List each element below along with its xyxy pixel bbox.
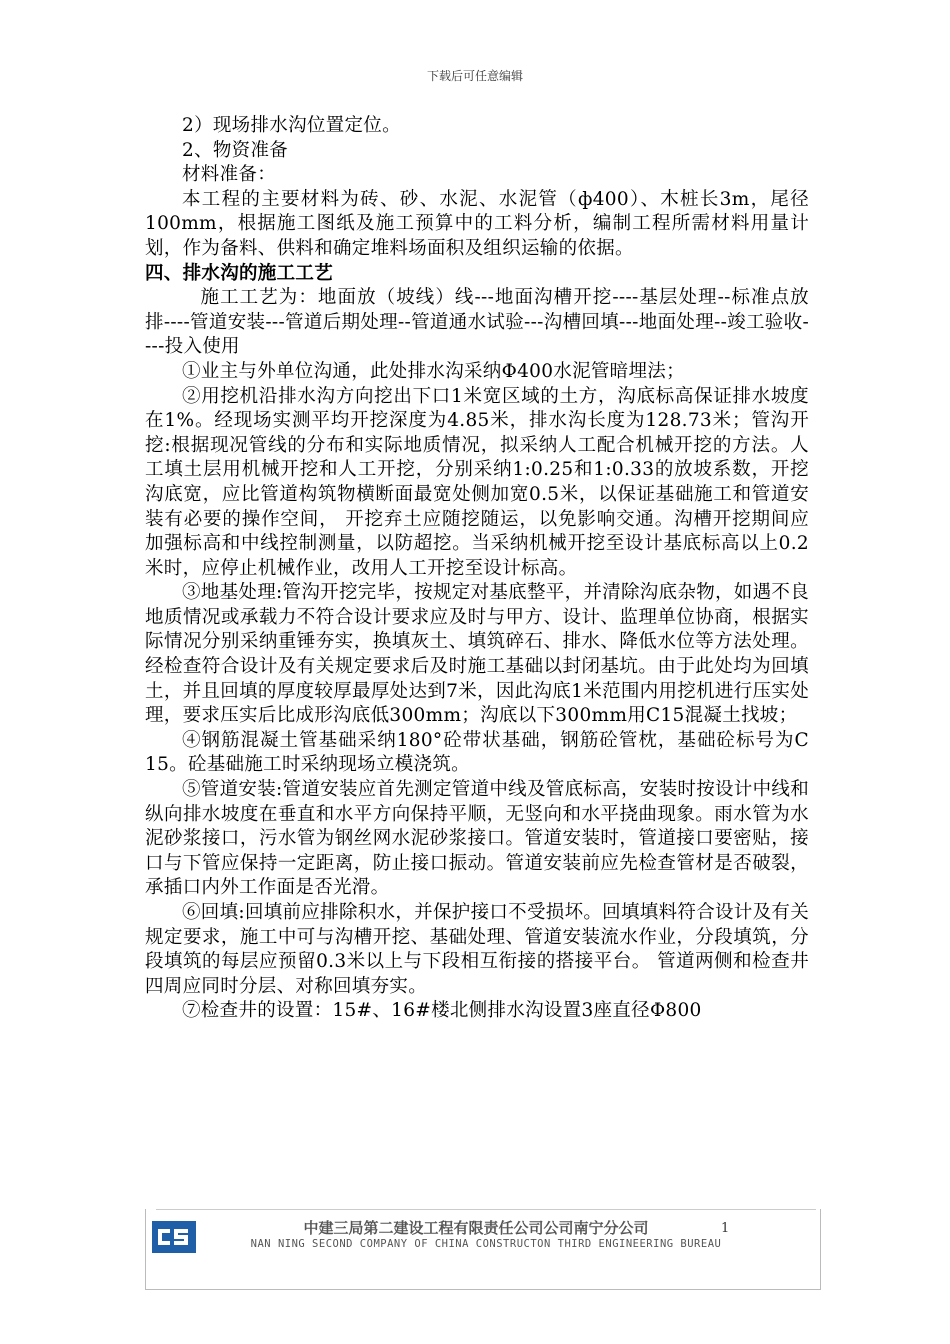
paragraph: ⑤管道安装:管道安装应首先测定管道中线及管底标高，安装时按设计中线和纵向排水坡度在垂直和水平方向保持平顺，无竖向和水平挠曲现象。雨水管为水泥砂浆接口，污水管为钢丝网水泥砂浆接口。管道安装时，管道接口要密贴，接口与下管应保持一定距离，防止接口振动。管道安装前应先检查管材是否破裂，承插口内外工作面是否光滑。 xyxy=(145,779,809,899)
paragraph: ②用挖机沿排水沟方向挖出下口1米宽区域的土方，沟底标高保证排水坡度在1%。经现场实测平均开挖深度为4.85米，排水沟长度为128.73米；管沟开挖:根据现况管线的分布和实际地质情况，拟采纳人工配合机械开挖的方法。人工填土层用机械开挖和人工开挖，分别采纳1:0.25和1:0.33的放坡系数，开挖沟底宽，应比管道构筑物横断面最宽处侧加宽0.5米，以保证基础施工和管道安装有必要的操作空间， 开挖弃土应随挖随运，以免影响交通。沟槽开挖期间应加强标高和中线控制测量，以防超挖。当采纳机械开挖至设计基底标高以上0.2米时，应停止机械作业，改用人工开挖至设计标高。 xyxy=(145,385,809,579)
company-name-cn: 中建三局第二建设工程有限责任公司公司南宁分公司 xyxy=(303,1219,649,1237)
paragraph: ⑥回填:回填前应排除积水，并保护接口不受损坏。回填填料符合设计及有关规定要求，施工中可与沟槽开挖、基础处理、管道安装流水作业，分段填筑，分段填筑的每层应预留0.3米以上与下段相互衔接的搭接平台。 管道两侧和检查井四周应同时分层、对称回填夯实。 xyxy=(145,902,809,997)
cscec-logo-icon xyxy=(150,1217,198,1257)
paragraph: ①业主与外单位沟通，此处排水沟采纳Φ400水泥管暗埋法； xyxy=(182,360,685,382)
company-name-en: NAN NING SECOND COMPANY OF CHINA CONSTRUCTON THIRD ENGINEERING BUREAU xyxy=(250,1238,722,1250)
paragraph: 2）现场排水沟位置定位。 xyxy=(182,115,401,136)
paragraph: 施工工艺为：地面放（坡线）线---地面沟槽开挖----基层处理--标准点放排----管道安装---管道后期处理--管道通水试验---沟槽回填---地面处理--竣工验收----投入使用 xyxy=(145,287,809,358)
page-footer xyxy=(145,1209,821,1290)
page-number: 1 xyxy=(721,1221,730,1236)
paragraph: 材料准备： xyxy=(182,164,277,186)
paragraph: ⑦检查井的设置：15#、16#楼北侧排水沟设置3座直径Φ800 xyxy=(182,1000,702,1022)
paragraph: ③地基处理:管沟开挖完毕，按规定对基底整平，并清除沟底杂物，如遇不良地质情况或承载力不符合设计要求应及时与甲方、设计、监理单位协商，根据实际情况分别采纳重锤夯实，换填灰土、填筑碎石、排水、降低水位等方法处理。经检查符合设计及有关规定要求后及时施工基础以封闭基坑。由于此处均为回填土，并且回填的厚度较厚最厚处达到7米，因此沟底1米范围内用挖机进行压实处理，要求压实后比成形沟底低300mm；沟底以下300mm用C15混凝土找坡； xyxy=(145,582,809,727)
header-note: 下载后可任意编辑 xyxy=(426,69,523,83)
paragraph: 本工程的主要材料为砖、砂、水泥、水泥管（ф400）、木桩长3m，尾径100mm，根据施工图纸及施工预算中的工料分析，编制工程所需材料用量计划，作为备料、供料和确定堆料场面积及组织运输的依据。 xyxy=(145,188,809,259)
paragraph: 2、物资准备 xyxy=(182,139,289,161)
section-heading: 四、排水沟的施工工艺 xyxy=(145,262,334,284)
footer-divider xyxy=(156,1209,816,1210)
document-body xyxy=(145,114,809,1024)
paragraph: ④钢筋混凝土管基础采纳180°砼带状基础，钢筋砼管枕，基础砼标号为C 15。砼基础施工时采纳现场立模浇筑。 xyxy=(145,729,809,776)
